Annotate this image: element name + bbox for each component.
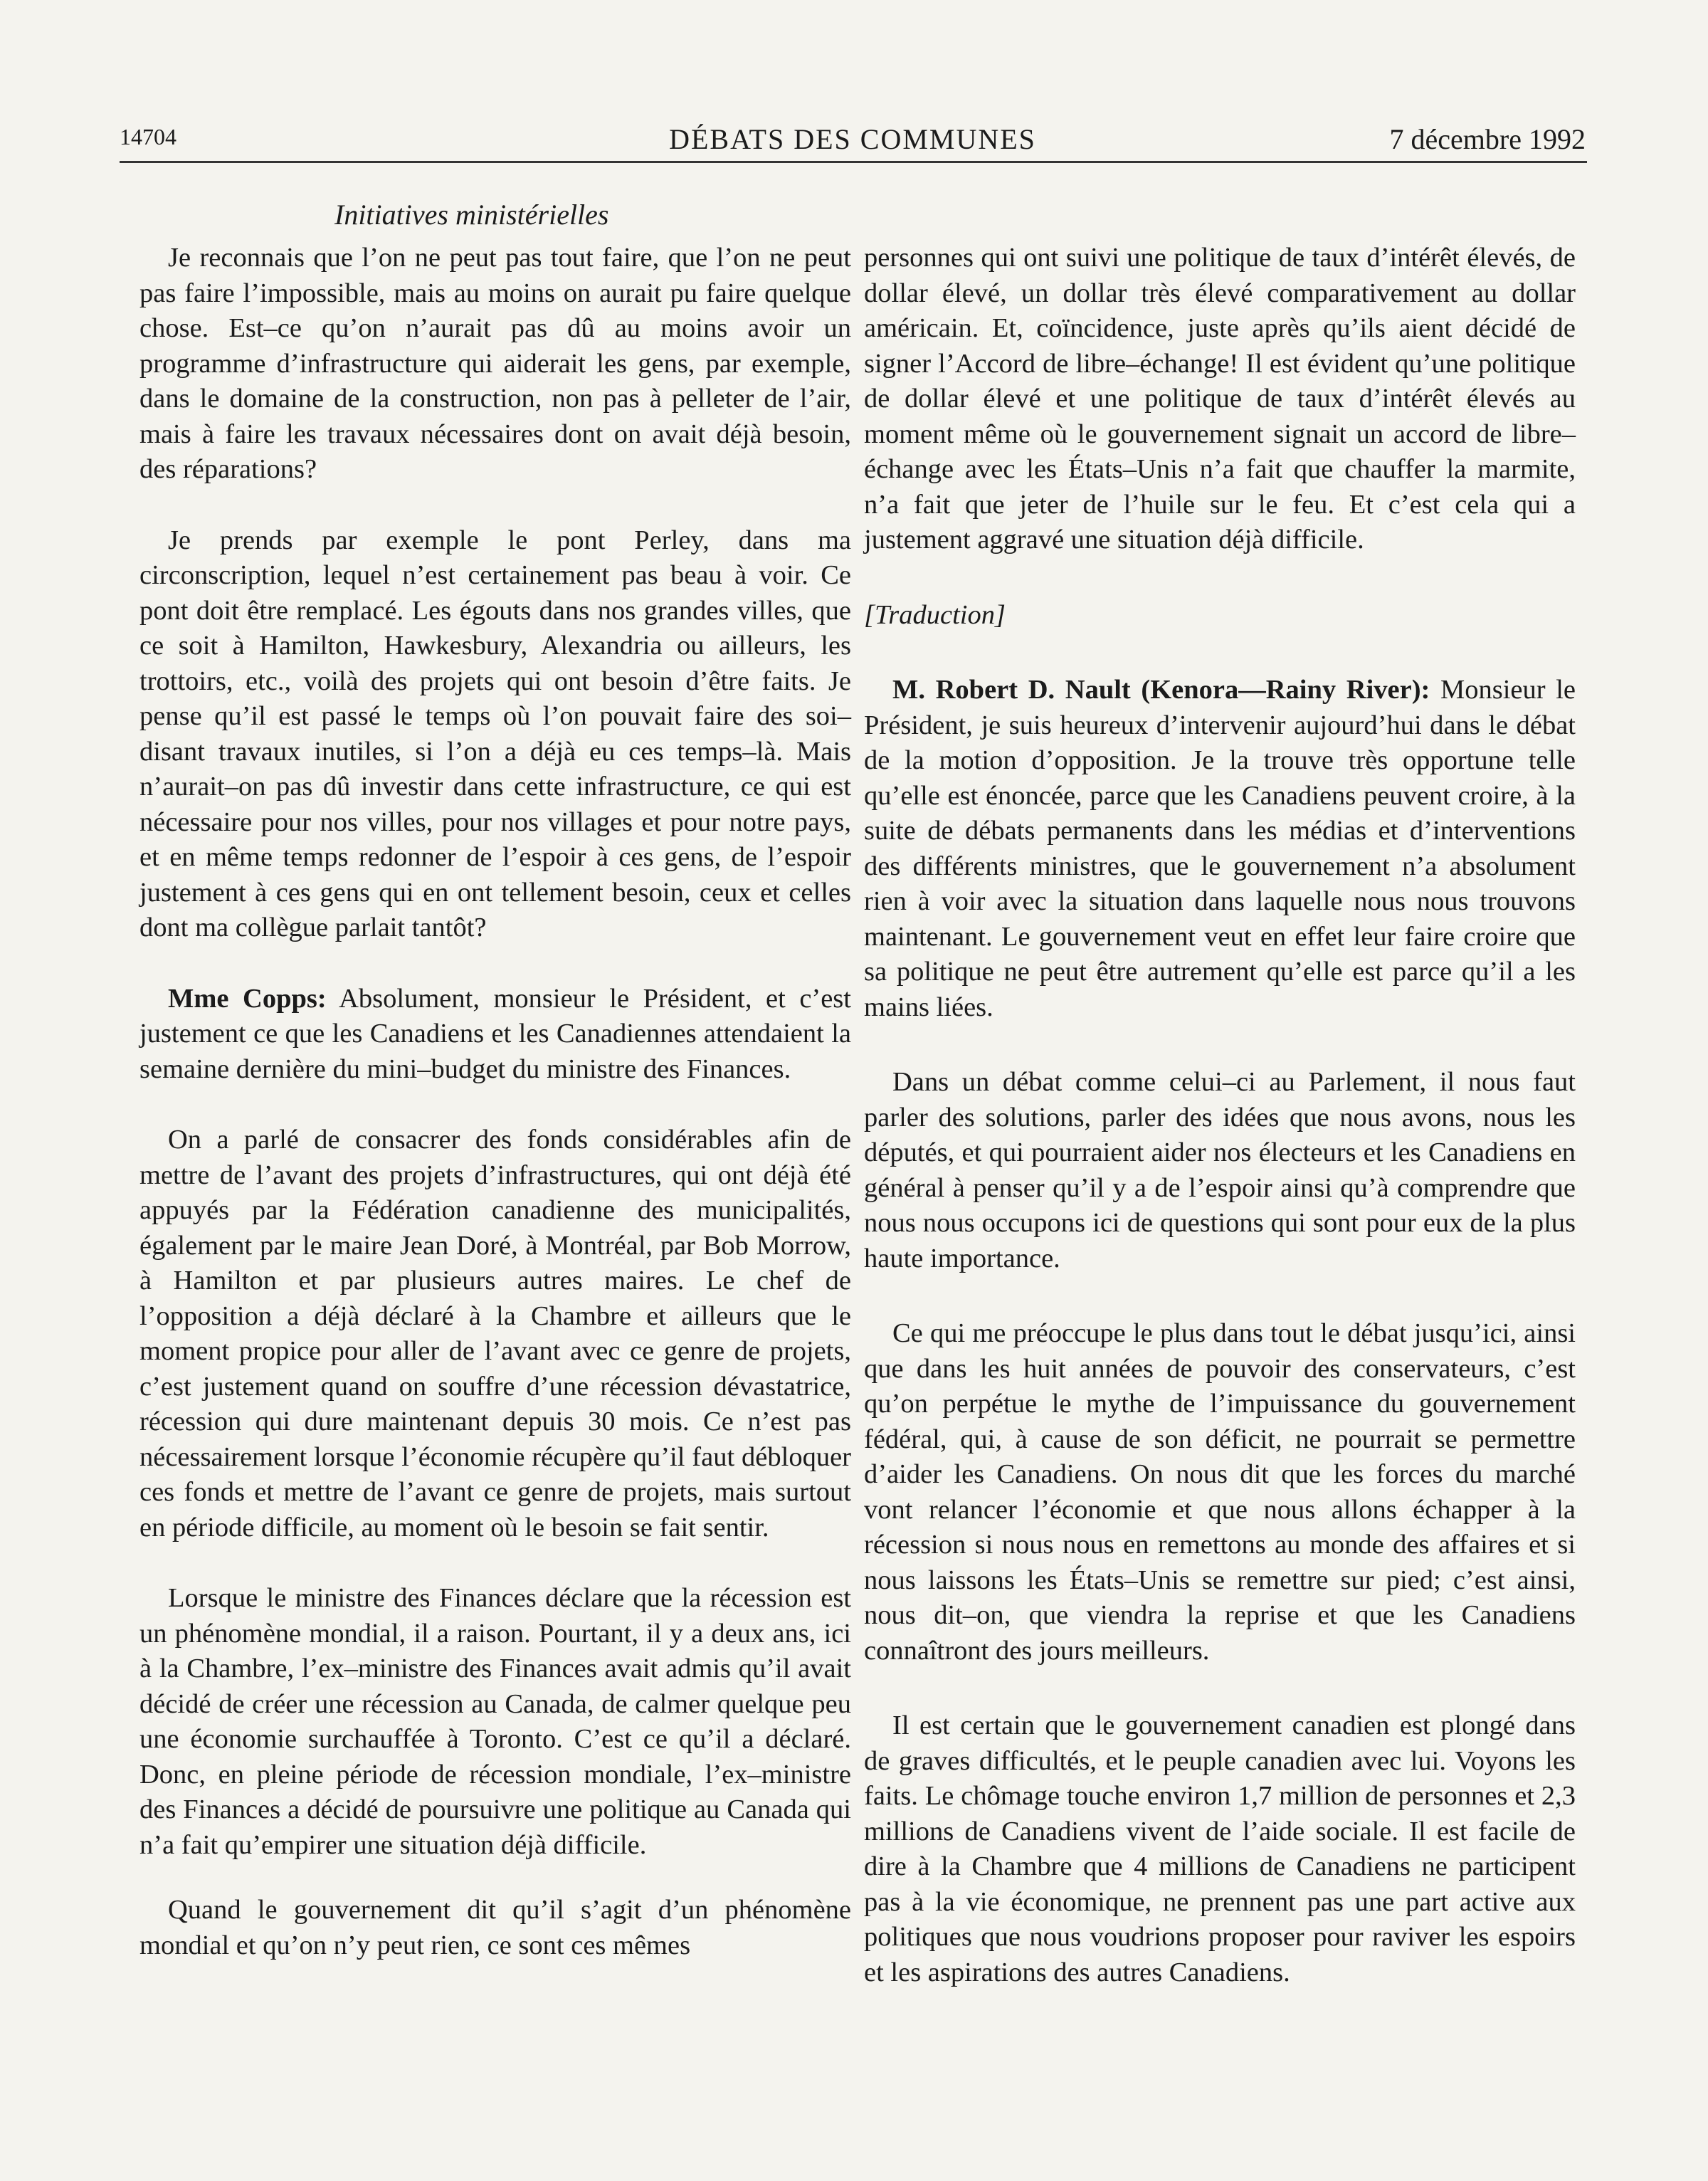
paragraph: Quand le gouvernement dit qu’il s’agit d’un phénomène mondial et qu’on n’y peut rien, ce sont ces mêmes (139, 1895, 851, 1960)
speaker-paragraph (139, 982, 851, 1088)
journal-title: DÉBATS DES COMMUNES (669, 123, 1036, 155)
speaker-name: M. Robert D. Nault (Kenora—Rainy River): (892, 675, 1430, 705)
speaker-name: Mme Copps: (168, 983, 327, 1014)
paragraph: Je prends par exemple le pont Perley, dans ma circonscription, lequel n’est certainement pas beau à voir. Ce pont doit être remplacé. Les égouts dans nos grandes villes, que ce soit à Hamilton, Hawkesbury, Alexandria ou ailleurs, les trottoirs, etc., voilà des projets qui ont besoin d’être faits. Je pense qu’il est passé le temps où l’on pouvait faire des soi–disant travaux inutiles, si l’on a déjà eu ces temps–là. Mais n’aurait–on pas dû investir dans cette infrastructure, ce qui est nécessaire pour nos villes, pour nos villages et pour notre pays, et en même temps redonner de l’espoir à ces gens, de l’espoir justement à ces gens qui en ont tellement besoin, ceux et celles dont ma collègue parlait tantôt? (139, 525, 851, 942)
paragraph: On a parlé de consacrer des fonds considérables afin de mettre de l’avant des projets d’infrastructures, qui ont déjà été appuyés par la Fédération canadienne des municipalités, également par le maire Jean Doré, à Montréal, par Bob Morrow, à Hamilton et par plusieurs autres maires. Le chef de l’opposition a déjà déclaré à la Chambre et ailleurs que le moment propice pour aller de l’avant avec ce genre de projets, c’est justement quand on souffre d’une récession dévastatrice, récession qui dure maintenant depuis 30 mois. Ce n’est pas nécessairement lorsque l’économie récupère qu’il faut débloquer ces fonds et mettre de l’avant ce genre de projets, mais surtout en période difficile, au moment où le besoin se fait sentir. (139, 1125, 851, 1543)
right-column (864, 241, 1576, 1990)
paragraph: Ce qui me préoccupe le plus dans tout le débat jusqu’ici, ainsi que dans les huit années de pouvoir des conservateurs, c’est qu’on perpétue le mythe de l’impuissance du gouvernement fédéral, qui, à cause de son déficit, ne pourrait se permettre d’aider les Canadiens. On nous dit que les forces du marché vont relancer l’économie et que nous allons échapper à la récession si nous nous en remettons au monde des affaires et si nous laissons les États–Unis se remettre sur pied; c’est ainsi, nous dit–on, que viendra la reprise et que les Canadiens connaîtront des jours meilleurs. (864, 1318, 1576, 1666)
speech-text: Monsieur le Président, je suis heureux d’intervenir aujourd’hui dans le débat de la motion d’opposition. Je la trouve très opportune telle qu’elle est énoncée, parce que les Canadiens peuvent croire, à la suite de débats permanents dans les médias et d’interventions des différents ministres, que le gouvernement n’a absolument rien à voir avec la situation dans laquelle nous nous trouvons maintenant. Le gouvernement veut en effet leur faire croire que sa politique ne peut être autrement qu’elle est parce qu’il a les mains liées. (864, 675, 1576, 1022)
speech-text: Absolument, monsieur le Président, et c’est justement ce que les Canadiens et les Canadiennes attendaient la semaine dernière du mini–budget du ministre des Finances. (139, 983, 851, 1084)
page-number: 14704 (120, 124, 176, 149)
paragraph: Dans un débat comme celui–ci au Parlement, il nous faut parler des solutions, parler des idées que nous avons, nous les députés, et qui pourraient aider nos électeurs et les Canadiens en général à penser qu’il y a de l’espoir ainsi qu’à comprendre que nous nous occupons ici de questions qui sont pour eux de la plus haute importance. (864, 1067, 1576, 1273)
paragraph: Je reconnais que l’on ne peut pas tout faire, que l’on ne peut pas faire l’impossible, mais au moins on aurait pu faire quelque chose. Est–ce qu’on n’aurait pas dû au moins avoir un programme d’infrastructure qui aiderait les gens, par exemple, dans le domaine de la construction, non pas à pelleter de l’air, mais à faire les travaux nécessaires dont on avait déjà besoin, des réparations? (139, 243, 851, 484)
page-header (120, 122, 1586, 165)
header-rule (120, 161, 1587, 163)
left-column (139, 241, 851, 1963)
running-title: Initiatives ministérielles (334, 199, 609, 231)
paragraph: personnes qui ont suivi une politique de taux d’intérêt élevés, de dollar élevé, un dollar très élevé comparativement au dollar américain. Et, coïncidence, juste après qu’ils aient décidé de signer l’Accord de libre–échange! Il est évident qu’une politique de dollar élevé et une politique de taux d’intérêt élevés au moment même où le gouvernement signait un accord de libre–échange avec les États–Unis n’a fait que chauffer la marmite, n’a fait que jeter de l’huile sur le feu. Et c’est cela qui a justement aggravé une situation déjà difficile. (864, 243, 1576, 555)
translation-marker: [Traduction] (864, 599, 1006, 630)
issue-date: 7 décembre 1992 (1389, 123, 1586, 155)
speaker-paragraph (864, 673, 1576, 1025)
paragraph: Il est certain que le gouvernement canadien est plongé dans de graves difficultés, et le peuple canadien avec lui. Voyons les faits. Le chômage touche environ 1,7 million de personnes et 2,3 millions de Canadiens vivent de l’aide sociale. Il est facile de dire à la Chambre que 4 millions de Canadiens ne participent pas à la vie économique, ne prennent pas une part active aux politiques que nous voudrions proposer pour raviver les espoirs et les aspirations des autres Canadiens. (864, 1710, 1576, 1987)
paragraph: Lorsque le ministre des Finances déclare que la récession est un phénomène mondial, il a raison. Pourtant, il y a deux ans, ici à la Chambre, l’ex–ministre des Finances avait admis qu’il avait décidé de créer une récession au Canada, de calmer quelque peu une économie surchauffée à Toronto. C’est ce qu’il a déclaré. Donc, en pleine période de récession mondiale, l’ex–ministre des Finances a décidé de poursuivre une politique au Canada qui n’a fait qu’empirer une situation déjà difficile. (139, 1583, 851, 1860)
